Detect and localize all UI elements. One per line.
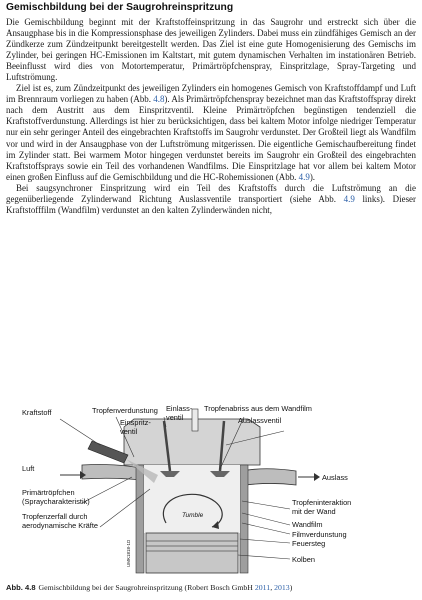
caption-ref-2011[interactable]: 2011 — [254, 583, 271, 592]
figure-ref-4-8[interactable]: 4.8 — [153, 94, 165, 105]
piston-shape — [146, 533, 238, 573]
label-wandfilm: Wandfilm — [292, 520, 323, 529]
label-feuersteg: Feuersteg — [292, 539, 326, 548]
paragraph-1: Die Gemischbildung beginnt mit der Kraftstoffeinspritzung in das Saugrohr und erstreckt sich über die Ansaugphase bis in die Kompressionsphase des jeweiligen Zylinders. Dabei muss ein zündfähiges Gemisch an der Zündkerze zum Zündzeitpunkt bereitgestellt werden. Das Ziel ist eine gute Homogenisierung des Gemischs im Zylinder, bei geringen HC-Emissionen im Kaltstart, mit gutem dynamischen Verhalten im instationären Betrieb. Beeinflusst wird dies von Motortemperatur, Primärtröpfchenspray, Einspritzlage, Spray-Targeting und Luftströmung. — [6, 17, 416, 83]
caption-label: Abb. 4.8 — [6, 583, 36, 592]
label-kraftstoff: Kraftstoff — [22, 408, 52, 417]
paragraph-2-part-b: ). Als Primärtröpfchenspray bezeichnet man das Kraftstoffspray direkt nach dem Austritt aus dem Einspritzventil. Kleine Primärtröpfchen begünstigen tendenziell die Kraftstoffverdunstung. Allerdings ist hier zu berücksichtigen, dass bei kaltem Motor infolge niedriger Temperatur nur ein sehr geringer Anteil des eingebrachten Kraftstoffs im Saugrohr verdunstet. Der Großteil liegt als Wandfilm vor und wird in der Ansaugphase von der Luftströmung mitgerissen. Die eigentliche Gemischaufbereitung findet im Zylinder statt. Bei warmem Motor hingegen verdunstet bereits im Saugrohr ein Großteil des eingebrachten Kraftstoffsprays sowie ein Teil des vorhandenen Wandfilms. Die Einspritzlage hat vor allem bei kaltem Motor einen großen Einfluss auf die Gemischbildung und die HC-Rohemissionen (Abb. — [6, 94, 416, 182]
label-tropfenzerfall-1: Tropfenzerfall durch — [22, 512, 88, 521]
cylinder-wall-left — [136, 465, 144, 573]
body-text — [6, 17, 416, 216]
exhaust-arrow-head — [314, 473, 320, 481]
label-luft: Luft — [22, 464, 35, 473]
caption-sep: , — [270, 583, 275, 592]
section-heading: Gemischbildung bei der Saugrohreinspritzung — [6, 2, 234, 13]
paragraph-2-part-a: Ziel ist es, zum Zündzeitpunkt des jeweiligen Zylinders ein homogenes Gemisch von Kraftstoffdampf und Luft im Brennraum vorliegen zu haben (Abb. — [6, 83, 416, 105]
figure-ref-4-9-second[interactable]: 4.9 — [343, 193, 355, 204]
figure-ref-4-9[interactable]: 4.9 — [298, 171, 310, 182]
paragraph-2-part-c: ). — [309, 171, 316, 182]
label-tumble: Tumble — [182, 512, 204, 519]
label-tropfenabriss: Tropfenabriss aus dem Wandfilm — [204, 405, 312, 413]
paragraph-3-part-a: Bei saugsynchroner Einspritzung wird ein Teil des Kraftstoffs durch die Luftströmung an die gegenüberliegende Zylinderwand Richtung Auslassventile transportiert (siehe Abb. — [6, 182, 416, 204]
figure-caption — [6, 583, 418, 592]
caption-text-a: Gemischbildung bei der Saugrohreinspritzung (Robert Bosch GmbH — [38, 583, 255, 592]
label-auslassventil: Auslassventil — [238, 416, 282, 425]
figure-engine-diagram — [16, 405, 412, 577]
caption-ref-2013[interactable]: 2013 — [274, 583, 290, 592]
label-code: UMK1818-1D — [126, 539, 131, 567]
caption-text-b: ) — [289, 583, 293, 592]
label-tropfenverdunstung: Tropfenverdunstung — [92, 406, 158, 415]
label-einlassventil-1: Einlass- — [166, 405, 193, 413]
paragraph-3-part-b: links). Dieser Kraftstofffilm (Wandfilm) verdunstet an den kalten Zylinderwänden nicht, — [6, 193, 417, 215]
label-primaertroepfchen-2: (Spraycharakteristik) — [22, 497, 90, 506]
label-tropfenzerfall-2: aerodynamische Kräfte — [22, 521, 98, 530]
spark-plug-shape — [192, 409, 198, 431]
paragraph-2 — [6, 83, 416, 182]
paragraph-3 — [6, 183, 416, 216]
label-einspritzventil-2: ventil — [120, 427, 138, 436]
label-kolben: Kolben — [292, 555, 316, 564]
exhaust-port-shape — [242, 469, 296, 485]
engine-diagram — [16, 405, 412, 577]
label-tropfeninteraktion-2: mit der Wand — [292, 507, 336, 516]
label-auslass: Auslass — [322, 473, 348, 482]
label-filmverdunstung: Filmverdunstung — [292, 530, 347, 539]
label-einspritzventil-1: Einspritz- — [120, 418, 151, 427]
injector-shape — [88, 441, 128, 463]
cylinder-wall-right — [240, 465, 248, 573]
label-primaertroepfchen-1: Primärtröpfchen — [22, 488, 75, 497]
label-tropfeninteraktion-1: Tropfeninteraktion — [292, 498, 352, 507]
label-einlassventil-2: ventil — [166, 413, 184, 422]
